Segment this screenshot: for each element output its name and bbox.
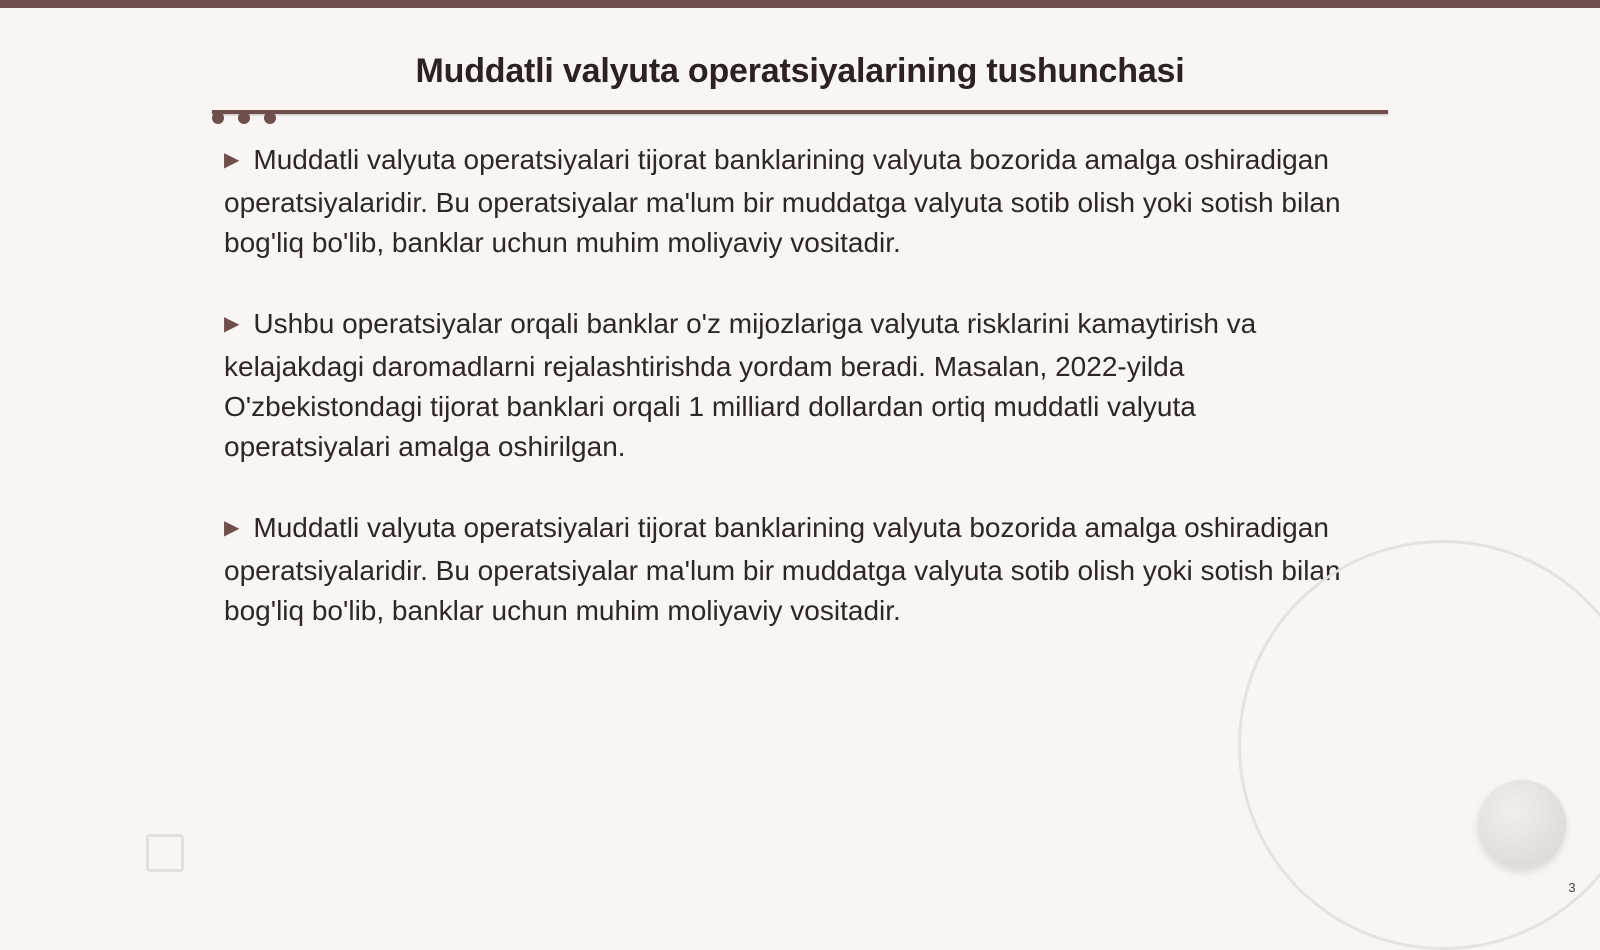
slide-body — [224, 140, 1364, 672]
bullet-paragraph-2 — [224, 304, 1364, 467]
page-number: 3 — [1568, 880, 1576, 895]
decorative-sphere — [1478, 780, 1566, 868]
paragraph-text: Muddatli valyuta operatsiyalari tijorat banklarining valyuta bozorida amalga oshiradigan operatsiyalaridir. Bu operatsiyalar ma'lum bir muddatga valyuta sotib olish yoki sotish bilan bog'liq bo'lib, banklar uchun muhim moliyaviy vositadir. — [224, 144, 1341, 258]
top-accent-band — [0, 0, 1600, 8]
slide-title: Muddatli valyuta operatsiyalarining tushunchasi — [415, 52, 1185, 90]
title-underline — [212, 110, 1388, 114]
bullet-paragraph-3 — [224, 508, 1364, 631]
decorative-square — [146, 834, 184, 872]
decorative-dot-2 — [238, 112, 250, 124]
bullet-paragraph-1 — [224, 140, 1364, 263]
decorative-dot-3 — [264, 112, 276, 124]
bullet-arrow-icon: ▶ — [224, 149, 240, 171]
bullet-arrow-icon: ▶ — [224, 517, 240, 539]
paragraph-text: Ushbu operatsiyalar orqali banklar o'z mijozlariga valyuta risklarini kamaytirish va kelajakdagi daromadlarni rejalashtirishda yordam beradi. Masalan, 2022-yilda O'zbekistondagi tijorat banklari orqali 1 milliard dollardan ortiq muddatli valyuta operatsiyalari amalga oshirilgan. — [224, 308, 1257, 462]
bullet-arrow-icon: ▶ — [224, 313, 240, 335]
decorative-dot-1 — [212, 112, 224, 124]
paragraph-text: Muddatli valyuta operatsiyalari tijorat banklarining valyuta bozorida amalga oshiradigan operatsiyalaridir. Bu operatsiyalar ma'lum bir muddatga valyuta sotib olish yoki sotish bilan bog'liq bo'lib, banklar uchun muhim moliyaviy vositadir. — [224, 512, 1341, 626]
